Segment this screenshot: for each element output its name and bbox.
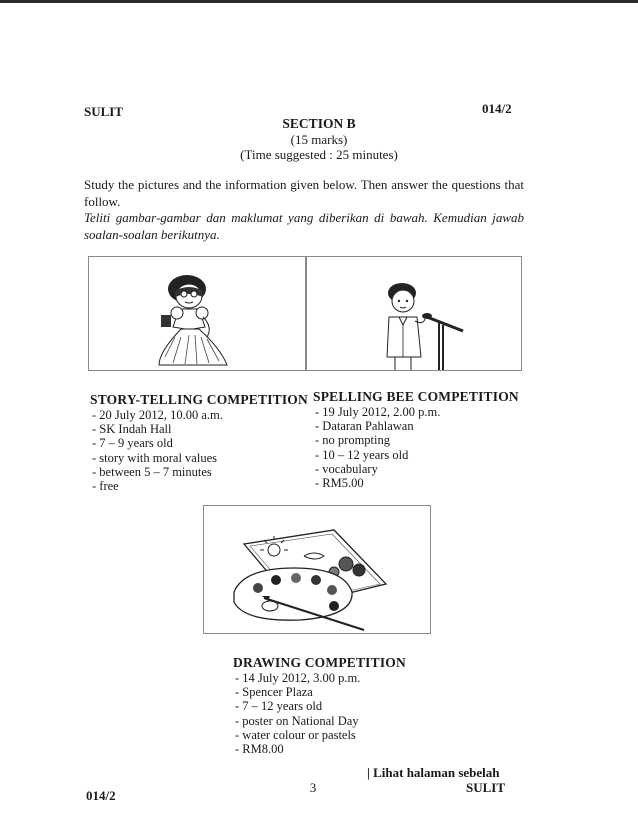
list-item: - RM5.00: [315, 476, 525, 490]
list-item: - 20 July 2012, 10.00 a.m.: [92, 408, 302, 422]
scan-top-border: [0, 0, 638, 3]
list-item: - free: [92, 479, 302, 493]
list-item: - Dataran Pahlawan: [315, 419, 525, 433]
picture-spelling-bee: [306, 256, 522, 371]
list-item: - RM8.00: [235, 742, 445, 756]
section-marks: (15 marks): [290, 132, 348, 147]
section-title: SECTION B: [282, 116, 356, 131]
section-time: (Time suggested : 25 minutes): [240, 147, 398, 162]
picture-drawing: [203, 505, 431, 634]
list-item: - poster on National Day: [235, 714, 445, 728]
header-code: 014/2: [482, 101, 512, 116]
footer-next-page: | Lihat halaman sebelah: [367, 765, 500, 780]
storytelling-girl-illustration: [89, 257, 305, 370]
drawing-title: DRAWING COMPETITION: [233, 655, 406, 670]
footer-code: 014/2: [86, 788, 116, 803]
list-item: - 7 – 12 years old: [235, 699, 445, 713]
storytelling-details: [92, 408, 302, 493]
instructions-english: Study the pictures and the information given below. Then answer the questions that follow.: [84, 177, 524, 209]
picture-storytelling: [88, 256, 306, 371]
instructions-malay: Teliti gambar-gambar dan maklumat yang diberikan di bawah. Kemudian jawab soalan-soalan berikutnya.: [84, 210, 524, 242]
list-item: - story with moral values: [92, 451, 302, 465]
list-item: - water colour or pastels: [235, 728, 445, 742]
spelling-boy-illustration: [307, 257, 521, 370]
list-item: - 14 July 2012, 3.00 p.m.: [235, 671, 445, 685]
header-sulit: SULIT: [84, 104, 124, 119]
list-item: - vocabulary: [315, 462, 525, 476]
storytelling-title: STORY-TELLING COMPETITION: [90, 392, 308, 407]
drawing-details: [235, 671, 445, 756]
footer-sulit: SULIT: [466, 780, 506, 795]
drawing-palette-illustration: [204, 506, 430, 633]
spelling-details: [315, 405, 525, 490]
list-item: - 10 – 12 years old: [315, 448, 525, 462]
page-number: 3: [309, 780, 317, 795]
list-item: - 7 – 9 years old: [92, 436, 302, 450]
list-item: - between 5 – 7 minutes: [92, 465, 302, 479]
list-item: - 19 July 2012, 2.00 p.m.: [315, 405, 525, 419]
list-item: - SK Indah Hall: [92, 422, 302, 436]
spelling-title: SPELLING BEE COMPETITION: [313, 389, 519, 404]
list-item: - Spencer Plaza: [235, 685, 445, 699]
list-item: - no prompting: [315, 433, 525, 447]
